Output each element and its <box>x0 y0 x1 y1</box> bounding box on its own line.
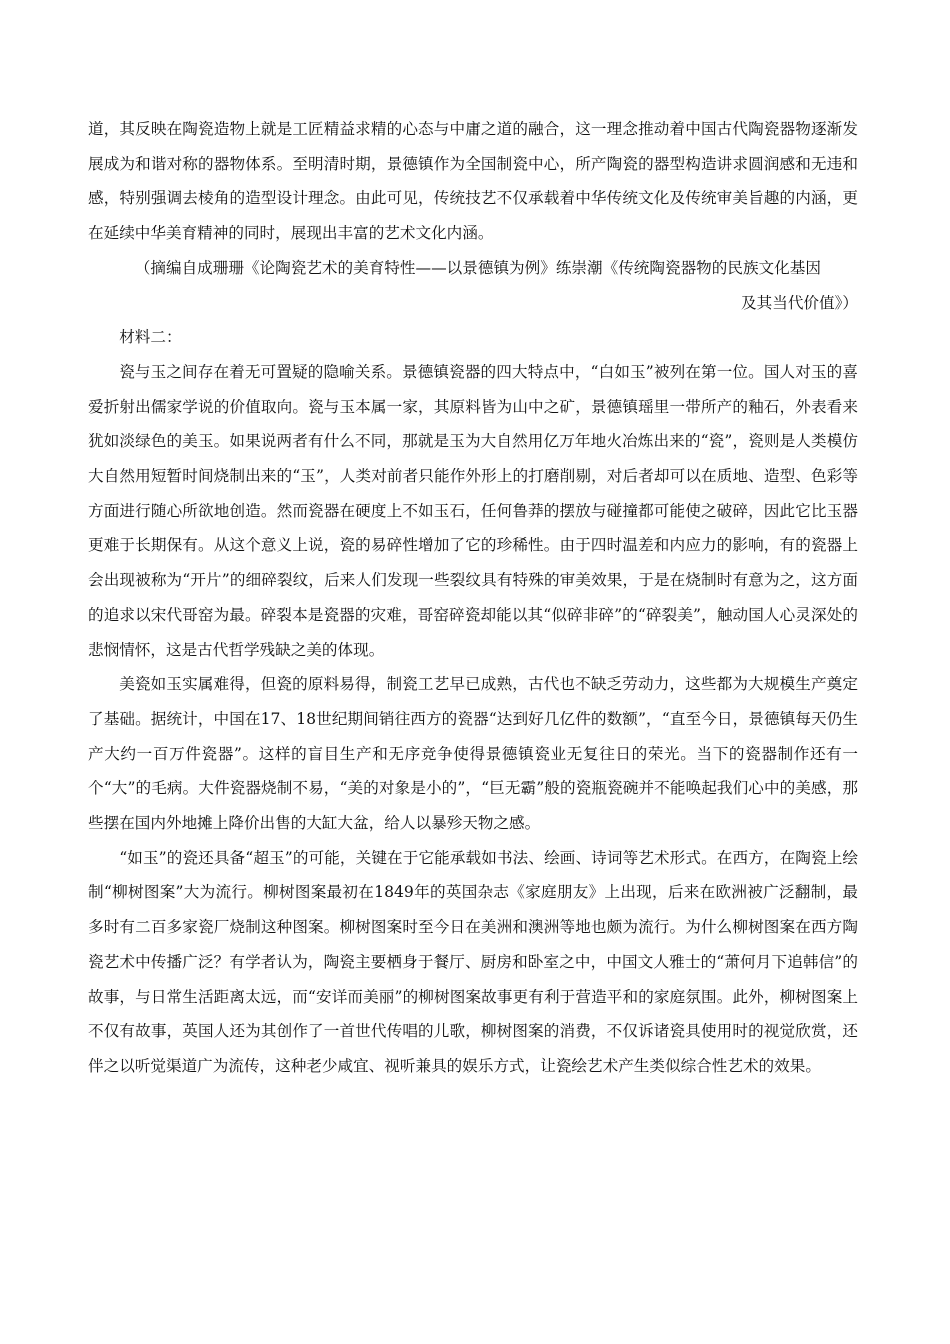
body-paragraph: 瓷与玉之间存在着无可置疑的隐喻关系。景德镇瓷器的四大特点中，“白如玉”被列在第一位。国人对玉的喜爱折射出儒家学说的价值取向。瓷与玉本属一家，其原料皆为山中之矿，景德镇瑶里一带所产的釉石，外表看来犹如淡绿色的美玉。如果说两者有什么不同，那就是玉为大自然用亿万年地火冶炼出来的“瓷”，瓷则是人类模仿大自然用短暂时间烧制出来的“玉”，人类对前者只能作外形上的打磨削剔，对后者却可以在质地、造型、色彩等方面进行随心所欲地创造。然而瓷器在硬度上不如玉石，任何鲁莽的摆放与碰撞都可能使之破碎，因此它比玉器更难于长期保有。从这个意义上说，瓷的易碎性增加了它的珍稀性。由于四时温差和内应力的影响，有的瓷器上会出现被称为“开片”的细碎裂纹，后来人们发现一些裂纹具有特殊的审美效果，于是在烧制时有意为之，这方面的追求以宋代哥窑为最。碎裂本是瓷器的灾难，哥窑碎瓷却能以其“似碎非碎”的“碎裂美”，触动国人心灵深处的悲悯情怀，这是古代哲学残缺之美的体现。 <box>88 362 858 659</box>
citation-line-end: 及其当代价值》） <box>741 293 858 312</box>
document-page <box>88 112 858 1084</box>
material-label: 材料二： <box>119 328 182 347</box>
citation-line: （摘编自成珊珊《论陶瓷艺术的美育特性——以景德镇为例》练崇潮《传统陶瓷器物的民族文化基因 <box>134 258 821 277</box>
intro-paragraph: 道，其反映在陶瓷造物上就是工匠精益求精的心态与中庸之道的融合，这一理念推动着中国古代陶瓷器物逐渐发展成为和谐对称的器物体系。至明清时期，景德镇作为全国制瓷中心，所产陶瓷的器型构造讲求圆润感和无违和感，特别强调去棱角的造型设计理念。由此可见，传统技艺不仅承载着中华传统文化及传统审美旨趣的内涵，更在延续中华美育精神的同时，展现出丰富的艺术文化内涵。 <box>88 120 858 243</box>
body-paragraph: 美瓷如玉实属难得，但瓷的原料易得，制瓷工艺早已成熟，古代也不缺乏劳动力，这些都为大规模生产奠定了基础。据统计，中国在17、18世纪期间销往西方的瓷器“达到好几亿件的数额”，“直至今日，景德镇每天仍生产大约一百万件瓷器”。这样的盲目生产和无序竞争使得景德镇瓷业无复往日的荣光。当下的瓷器制作还有一个“大”的毛病。大件瓷器烧制不易，“美的对象是小的”，“巨无霸”般的瓷瓶瓷碗并不能唤起我们心中的美感，那些摆在国内外地摊上降价出售的大缸大盆，给人以暴殄天物之感。 <box>88 675 858 833</box>
body-paragraph: “如玉”的瓷还具备“超玉”的可能，关键在于它能承载如书法、绘画、诗词等艺术形式。在西方，在陶瓷上绘制“柳树图案”大为流行。柳树图案最初在1849年的英国杂志《家庭朋友》上出现，后来在欧洲被广泛翻制，最多时有二百多家瓷厂烧制这种图案。柳树图案时至今日在美洲和澳洲等地也颇为流行。为什么柳树图案在西方陶瓷艺术中传播广泛？有学者认为，陶瓷主要栖身于餐厅、厨房和卧室之中，中国文人雅士的“萧何月下追韩信”的故事，与日常生活距离太远，而“安详而美丽”的柳树图案故事更有利于营造平和的家庭氛围。此外，柳树图案上不仅有故事，英国人还为其创作了一首世代传唱的儿歌，柳树图案的消费，不仅诉诸瓷具使用时的视觉欣赏，还伴之以听觉渠道广为流传，这种老少咸宜、视听兼具的娱乐方式，让瓷绘艺术产生类似综合性艺术的效果。 <box>88 848 858 1075</box>
